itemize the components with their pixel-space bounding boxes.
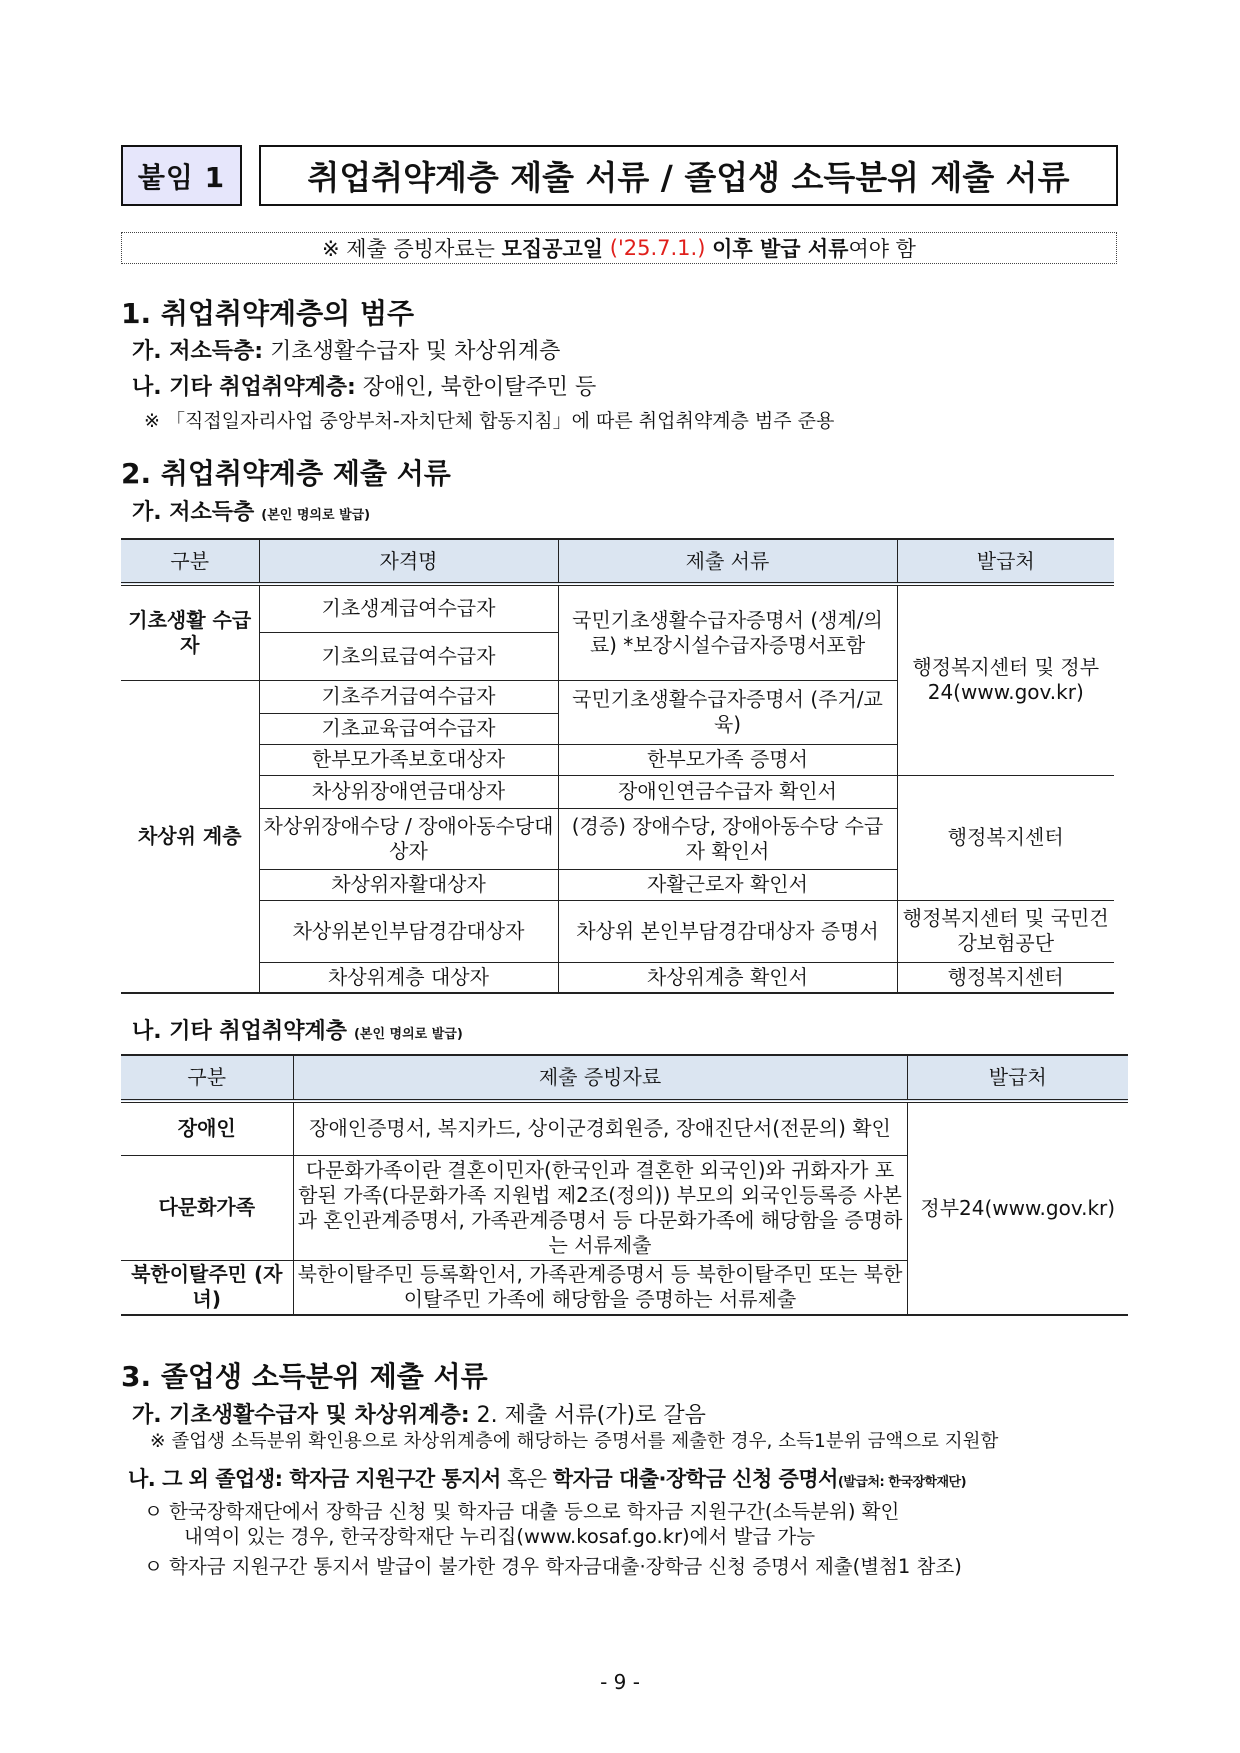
section1-heading: 1. 취업취약계층의 범주 [121,297,415,330]
notice-bold2: 이후 발급 서류 [712,237,849,261]
page-number: - 9 - [600,1670,640,1694]
notice-date: ('25.7.1.) [609,236,706,260]
s3-b-label: 나. 그 외 졸업생: 학자금 지원구간 통지서 [128,1467,501,1491]
s2-b-label: 나. 기타 취업취약계층 [132,1019,347,1044]
s3-bullet1b: 내역이 있는 경우, 한국장학재단 누리집(www.kosaf.go.kr)에서 발급 가능 [184,1525,816,1548]
th-documents: 제출 서류 [558,539,897,584]
doc-cell: 차상위 본인부담경감대상자 증명서 [558,900,897,962]
s1-note: ※ 「직접일자리사업 중앙부처-자치단체 합동지침」에 따른 취업취약계층 범주 준용 [144,410,835,432]
s1-a-label: 가. 저소득층: [132,339,264,364]
s3-a-label: 가. 기초생활수급자 및 차상위계층: [132,1403,470,1428]
issuer-cell: 정부24(www.gov.kr) [907,1101,1128,1315]
s3-a-text: 2. 제출 서류(가)로 갈음 [476,1403,706,1428]
doc-cell: 한부모가족 증명서 [558,744,897,775]
page-title: 취업취약계층 제출 서류 / 졸업생 소득분위 제출 서류 [259,145,1118,206]
s2-b-small: (본인 명의로 발급) [353,1027,463,1042]
qual-cell: 차상위장애연금대상자 [259,775,558,808]
qual-cell: 기초생계급여수급자 [259,584,558,632]
section2-heading: 2. 취업취약계층 제출 서류 [121,457,451,490]
qual-cell: 기초교육급여수급자 [259,713,558,744]
other-vulnerable-table [121,1054,1128,1316]
doc-cell: 자활근로자 확인서 [558,869,897,900]
th-category: 구분 [121,1055,293,1101]
category-cell: 북한이탈주민 (자녀) [121,1260,293,1315]
s3-item-b [128,1463,966,1493]
s3-bullet1a: ㅇ 한국장학재단에서 장학금 신청 및 학자금 대출 등으로 학자금 지원구간(소득분위) 확인 [144,1500,900,1523]
qual-cell: 기초주거급여수급자 [259,680,558,713]
section3-heading: 3. 졸업생 소득분위 제출 서류 [121,1360,488,1393]
issuer-cell: 행정복지센터 [897,962,1114,993]
th-issuer: 발급처 [907,1055,1128,1101]
evidence-cell: 장애인증명서, 복지카드, 상이군경회원증, 장애진단서(전문의) 확인 [293,1101,907,1155]
s1-a-text: 기초생활수급자 및 차상위계층 [270,339,561,364]
notice-suffix: 여야 함 [848,237,916,261]
qual-cell: 한부모가족보호대상자 [259,744,558,775]
s1-b-label: 나. 기타 취업취약계층: [132,375,356,400]
notice-prefix: ※ 제출 증빙자료는 [322,237,495,261]
th-category: 구분 [121,539,259,584]
notice-box [121,232,1117,264]
attachment-tag: 붙임 1 [121,145,242,206]
s2-b-heading [132,1014,463,1045]
s3-b-label2: 학자금 대출·장학금 신청 증명서 [552,1467,838,1491]
th-evidence: 제출 증빙자료 [293,1055,907,1101]
s1-b-text: 장애인, 북한이탈주민 등 [362,375,597,400]
issuer-cell: 행정복지센터 및 정부24(www.gov.kr) [897,584,1114,775]
category-cell: 다문화가족 [121,1155,293,1260]
s3-bullet2: ㅇ 학자금 지원구간 통지서 발급이 불가한 경우 학자금대출·장학금 신청 증명서 제출(별첨1 참조) [144,1555,962,1578]
issuer-cell: 행정복지센터 및 국민건강보험공단 [897,900,1114,962]
qual-cell: 차상위본인부담경감대상자 [259,900,558,962]
qual-cell: 차상위계층 대상자 [259,962,558,993]
doc-cell: 장애인연금수급자 확인서 [558,775,897,808]
doc-cell: 차상위계층 확인서 [558,962,897,993]
doc-cell: 국민기초생활수급자증명서 (생계/의료) *보장시설수급자증명서포함 [558,584,897,680]
s3-item-a [132,1398,706,1429]
issuer-cell: 행정복지센터 [897,775,1114,900]
group-near-poverty: 차상위 계층 [121,680,259,993]
th-issuer: 발급처 [897,539,1114,584]
category-cell: 장애인 [121,1101,293,1155]
s3-b-small: (발급처: 한국장학재단) [837,1475,967,1490]
th-qualification: 자격명 [259,539,558,584]
qual-cell: 차상위자활대상자 [259,869,558,900]
s1-item-a [132,334,560,365]
group-basic: 기초생활 수급자 [121,584,259,680]
low-income-table [121,538,1114,994]
s2-a-heading [132,495,370,526]
doc-cell: 국민기초생활수급자증명서 (주거/교육) [558,680,897,744]
s1-item-b [132,370,596,401]
qual-cell: 기초의료급여수급자 [259,632,558,680]
doc-cell: (경증) 장애수당, 장애아동수당 수급자 확인서 [558,808,897,869]
s2-a-small: (본인 명의로 발급) [261,508,371,523]
evidence-cell: 북한이탈주민 등록확인서, 가족관계증명서 등 북한이탈주민 또는 북한이탈주민 가족에 해당함을 증명하는 서류제출 [293,1260,907,1315]
evidence-cell: 다문화가족이란 결혼이민자(한국인과 결혼한 외국인)와 귀화자가 포함된 가족(다문화가족 지원법 제2조(정의)) 부모의 외국인등록증 사본과 혼인관계증명서, 가족관계증명서 등 다문화가족에 해당함을 증명하는 서류제출 [293,1155,907,1260]
s3-a-note: ※ 졸업생 소득분위 확인용으로 차상위계층에 해당하는 증명서를 제출한 경우, 소득1분위 금액으로 지원함 [150,1431,999,1452]
s3-b-mid: 혹은 [507,1467,547,1491]
qual-cell: 차상위장애수당 / 장애아동수당대상자 [259,808,558,869]
notice-bold1: 모집공고일 [501,237,604,261]
s2-a-label: 가. 저소득층 [132,500,255,525]
